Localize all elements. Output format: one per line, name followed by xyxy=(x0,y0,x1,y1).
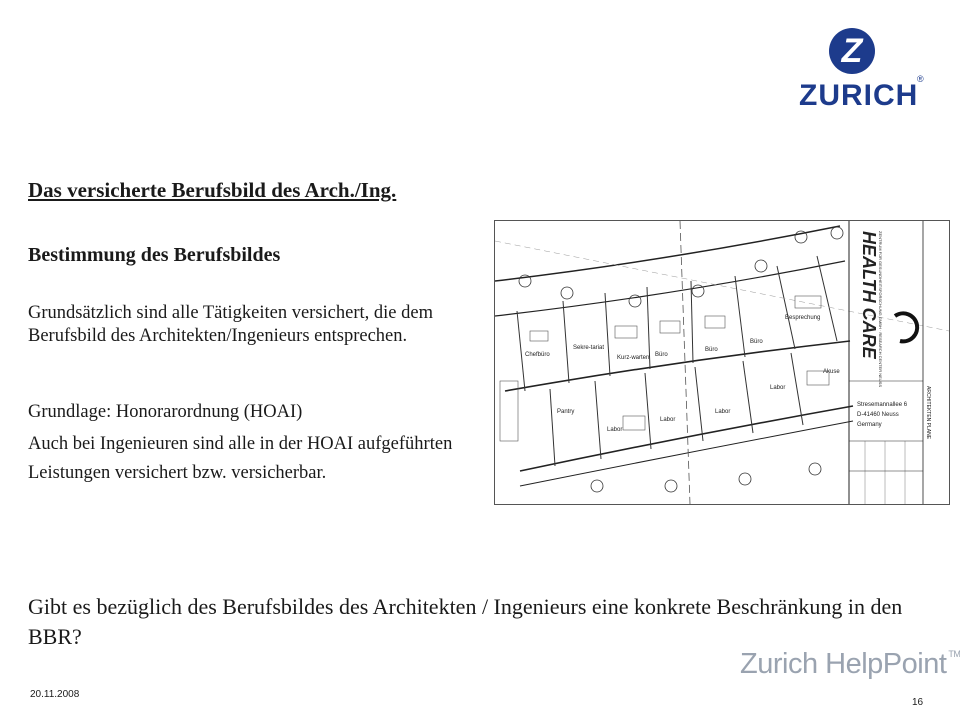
paragraph-engineers: Auch bei Ingenieuren sind alle in der HOAI aufgeführten Leistungen versichert bzw. versicherbar. xyxy=(28,434,453,483)
room-labor-2: Labor xyxy=(660,417,676,423)
room-sekretariat: Sekre-tariat xyxy=(573,345,605,351)
page-number: 16 xyxy=(912,697,924,708)
room-besprechung: Besprechung xyxy=(785,315,821,321)
zurich-logo-mark: Z xyxy=(841,32,863,70)
floor-plan-image xyxy=(494,220,950,505)
footer-date: 20.11.2008 xyxy=(30,689,80,700)
slide-question: Gibt es bezüglich des Berufsbildes des Architekten / Ingenieurs eine konkrete Beschränkung in den BBR? xyxy=(28,594,903,649)
zurich-helppoint-logo xyxy=(740,648,958,681)
plan-address-2: D-41460 Neuss xyxy=(857,412,899,418)
plan-address-1: Stresemannallee 6 xyxy=(857,402,908,408)
room-akuse: Akuse xyxy=(823,369,840,375)
plan-address-3: Germany xyxy=(857,422,882,428)
room-buero-3: Büro xyxy=(750,339,763,345)
paragraph-basis: Grundlage: Honorarordnung (HOAI) xyxy=(28,402,303,422)
room-labor-4: Labor xyxy=(770,385,786,391)
zurich-logo-wordmark: ZURICH xyxy=(799,79,919,112)
plan-sidebar-label: ARCHITEKTEN PLANE xyxy=(925,386,931,440)
paragraph-scope: Grundsätzlich sind alle Tätigkeiten versichert, die dem Berufsbild des Architekten/Ingenieurs entsprechen. xyxy=(28,303,433,346)
floor-plan-drawing xyxy=(495,221,949,504)
room-labor-3: Labor xyxy=(715,409,731,415)
slide-title: Das versicherte Berufsbild des Arch./Ing. xyxy=(28,178,397,202)
helppoint-word: HelpPoint xyxy=(825,648,947,680)
room-labor-1: Labor xyxy=(607,427,623,433)
room-buero-1: Büro xyxy=(655,352,668,358)
room-pantry: Pantry xyxy=(557,409,575,415)
room-kurzwarten: Kurz-warten xyxy=(617,355,650,361)
trademark-mark: TM xyxy=(948,649,960,659)
room-buero-2: Büro xyxy=(705,347,718,353)
plan-brand-sub: ZENTRUM FÜR GESUNDHEITSFORSCHUNG GMBH · RESEARCH CENTER NEUSS xyxy=(878,231,883,388)
zurich-logo xyxy=(795,28,935,112)
plan-brand: HEALTH CARE xyxy=(859,231,879,359)
registered-mark: ® xyxy=(917,74,924,84)
slide-subtitle: Bestimmung des Berufsbildes xyxy=(28,244,281,266)
helppoint-zurich: Zurich xyxy=(740,648,826,680)
room-chefbuero: Chefbüro xyxy=(525,352,550,358)
